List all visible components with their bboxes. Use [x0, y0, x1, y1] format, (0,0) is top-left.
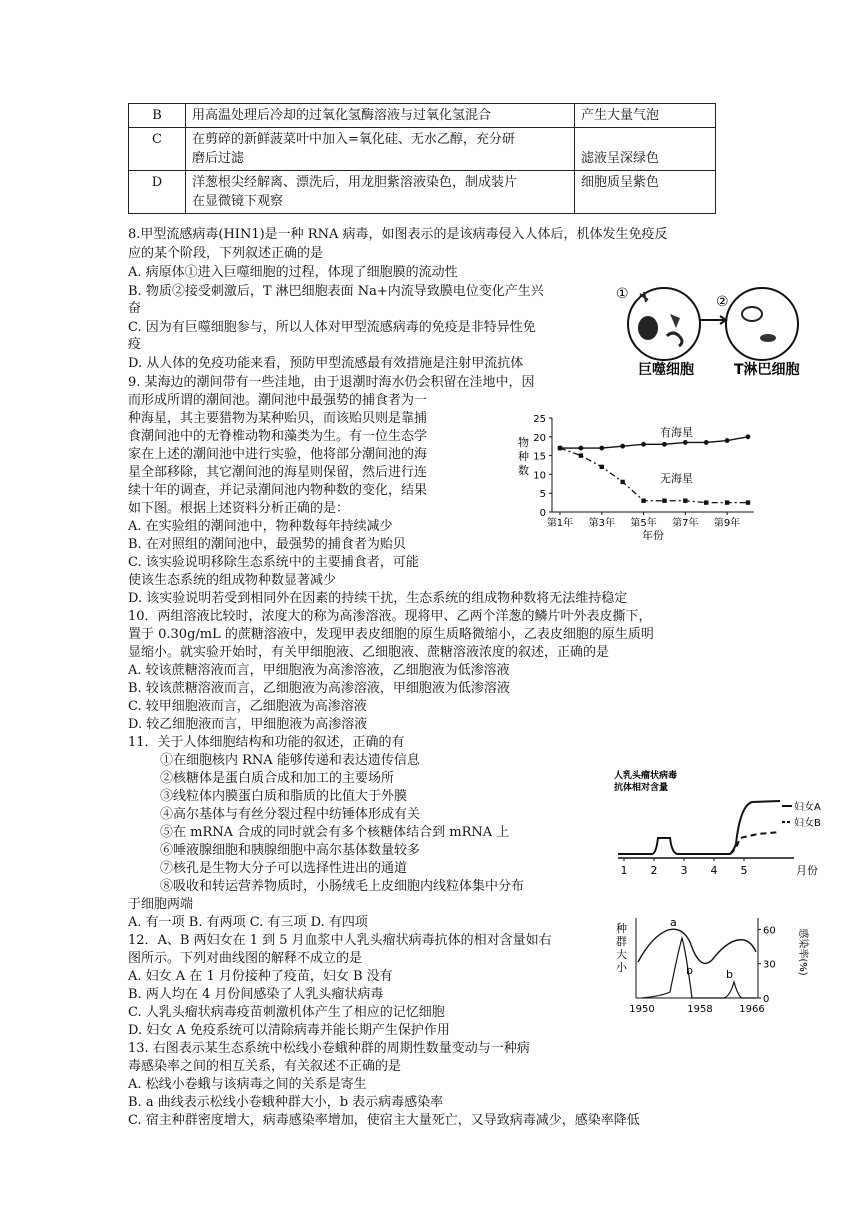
q9-line-4: 家在上述的潮间池中进行实验，他将部分潮间池的海 — [128, 447, 428, 462]
q11-item-8-tail: 于细胞两端 — [128, 897, 194, 912]
q8-option-c-1: C. 因为有巨噬细胞参与，所以人体对甲型流感病毒的免疫是非特异性免 — [128, 320, 536, 335]
q10-line-3: 显缩小。就实验开始时，有关甲细胞液、乙细胞液、蔗糖溶液浓度的叙述，正确的是 — [128, 645, 610, 660]
q12-line-1: 12．A、B 两妇女在 1 到 5 月血浆中人乳头瘤状病毒抗体的相对含量如右 — [128, 933, 552, 948]
y-axis-label-line-2: 抗体相对含量 — [614, 783, 669, 793]
q11-item-3: ③线粒体内膜蛋白质和脂质的比值大于外膜 — [160, 789, 408, 804]
y-axis-label: 物 — [518, 436, 529, 449]
data-point — [746, 500, 750, 504]
q9-option-c-1: C. 该实验说明移除生态系统中的主要捕食者，可能 — [128, 555, 419, 570]
q10-option-a: A. 较该蔗糖溶液而言，甲细胞液为高渗溶液，乙细胞液为低渗溶液 — [128, 663, 510, 678]
data-point — [599, 446, 604, 451]
data-point — [578, 446, 583, 451]
y-axis-label: 群 — [616, 935, 627, 948]
y2-tick-label: 60 — [763, 925, 776, 937]
q12-option-c: C. 人乳头瘤状病毒疫苗刺激机体产生了相应的记忆细胞 — [128, 1005, 445, 1020]
q13-line-2: 毒感染率之间的相互关系，有关叙述不正确的是 — [128, 1059, 402, 1074]
data-point — [704, 500, 708, 504]
q9-option-c-2: 使该生态系统的组成物种数显著减少 — [128, 573, 337, 588]
y2-tick-label: 30 — [763, 959, 776, 971]
series-line — [560, 437, 748, 448]
q12-option-d: D. 妇女 A 免疫系统可以清除病毒并能长期产生保护作用 — [128, 1023, 450, 1038]
series-label-b: b — [726, 968, 733, 981]
x-axis-label: 年份 — [642, 529, 664, 540]
x-tick-label: 5 — [740, 864, 748, 877]
q9-option-d: D. 该实验说明若受到相同外在因素的持续干扰，生态系统的组成物种数将无法维持稳定 — [128, 591, 628, 606]
t-cell-label: T淋巴细胞 — [734, 362, 800, 378]
q11-item-7: ⑦核孔是生物大分子可以选择性进出的通道 — [160, 861, 408, 876]
q8-stem-2: 应的某个阶段，下列叙述正确的是 — [128, 246, 324, 261]
y-axis-label: 小 — [616, 961, 627, 974]
data-point — [662, 499, 666, 503]
q10-line-1: 10．两组溶液比较时，浓度大的称为高渗溶液。现将甲、乙两个洋葱的鳞片叶外表皮撕下， — [128, 609, 652, 624]
table-row — [129, 171, 716, 214]
data-point — [725, 500, 729, 504]
row-key: B — [129, 104, 186, 128]
q11-item-2: ②核糖体是蛋白质合成和加工的主要场所 — [160, 771, 395, 786]
x-tick-label: 第9年 — [713, 518, 741, 529]
y-tick-label: 0 — [539, 508, 546, 519]
q10-option-d: D. 较乙细胞液而言，甲细胞液为高渗溶液 — [128, 717, 368, 732]
series-label-b: b — [686, 964, 693, 977]
data-point — [558, 446, 562, 450]
data-point — [600, 465, 604, 469]
x-tick-label: 第7年 — [672, 518, 699, 529]
q8-option-b-2: 奋 — [128, 301, 142, 316]
y-axis-label: 种 — [616, 922, 627, 935]
series-line — [560, 448, 748, 503]
q13-option-a: A. 松线小卷蛾与该病毒之间的关系是寄生 — [128, 1077, 367, 1092]
moth-virus-chart — [612, 912, 812, 1024]
row-operation: 在剪碎的新鲜菠菜叶中加入=氧化硅、无水乙醇，充分研 磨后过滤 — [186, 128, 575, 171]
label-1: ① — [616, 286, 629, 302]
q9-line-5: 星全部移除，其它潮间池的海星则保留，然后进行连 — [128, 465, 428, 480]
series-line-a — [638, 929, 756, 963]
y-axis-label-line-1: 人乳头瘤状病毒 — [614, 771, 678, 781]
series-line-a — [618, 801, 780, 854]
row-key: D — [129, 171, 186, 214]
x-tick-label: 第1年 — [546, 518, 574, 529]
q11-item-4: ④高尔基体与有丝分裂过程中纺锤体形成有关 — [160, 807, 421, 822]
data-point — [620, 480, 624, 484]
q11-item-8: ⑧吸收和转运营养物质时，小肠绒毛上皮细胞内线粒体集中分布 — [160, 879, 525, 894]
macrophage-label: 巨噬细胞 — [638, 362, 694, 378]
data-point — [641, 442, 646, 447]
y2-axis-label: 感染率(%) — [797, 928, 808, 976]
row-result: 产生大量气泡 — [575, 104, 716, 128]
q12-option-b: B. 两人均在 4 月份间感染了人乳头瘤状病毒 — [128, 987, 384, 1002]
q10-option-b: B. 较该蔗糖溶液而言，乙细胞液为高渗溶液，甲细胞液为低渗溶液 — [128, 681, 510, 696]
q10-option-c: C. 较甲细胞液而言，乙细胞液为高渗溶液 — [128, 699, 367, 714]
y-axis-label: 大 — [616, 948, 627, 961]
y-tick-label: 25 — [533, 414, 546, 425]
series-label-a: a — [670, 916, 677, 929]
x-tick-label: 1958 — [687, 1004, 713, 1015]
series-label: 无海星 — [660, 472, 693, 485]
q9-line-1: 而形成所谓的潮间池。潮间池中最强势的捕食者为一 — [128, 393, 428, 408]
q9-line-6: 续十年的调查，并记录潮间池内物种数的变化，结果 — [128, 483, 428, 498]
y-tick-label: 15 — [533, 451, 546, 463]
row-key: C — [129, 128, 186, 171]
row-operation: 用高温处理后冷却的过氧化氢酶溶液与过氧化氢混合 — [186, 104, 575, 128]
q11-stem: 11．关于人体细胞结构和功能的叙述，正确的有 — [128, 735, 405, 750]
q8-option-c-2: 疫 — [128, 337, 142, 352]
x-axis-label: 月份 — [796, 864, 818, 877]
q10-line-2: 置于 0.30g/mL 的蔗糖溶液中，发现甲表皮细胞的原生质略微缩小，乙表皮细胞的原生质明 — [128, 627, 654, 642]
q9-line-3: 食潮间池中的无脊椎动物和藻类为生。有一位生态学 — [128, 429, 428, 444]
q9-line-2: 种海星，其主要猎物为某种贻贝，而该贻贝则是靠捕 — [128, 411, 428, 426]
data-point — [620, 444, 625, 449]
x-tick-label: 1 — [620, 864, 628, 877]
q8-option-d: D. 从人体的免疫功能来看，预防甲型流感最有效措施是注射甲流抗体 — [128, 356, 524, 371]
data-point — [704, 440, 709, 445]
t-cell-organelle — [760, 334, 776, 342]
data-point — [641, 499, 645, 503]
species-count-chart — [512, 410, 762, 540]
q8-stem-1: 8.甲型流感病毒(HIN1)是一种 RNA 病毒，如图表示的是该病毒侵入人体后，机体发生免疫反 — [128, 227, 668, 242]
q13-option-c: C. 宿主种群密度增大，病毒感染率增加，使宿主大量死亡，又导致病毒减少，感染率降低 — [128, 1113, 640, 1128]
legend-label-a: 妇女A — [794, 802, 821, 813]
q13-option-b: B. a 曲线表示松线小卷蛾种群大小，b 表示病毒感染率 — [128, 1095, 444, 1110]
y-tick-label: 5 — [539, 489, 546, 501]
series-line-b — [642, 938, 756, 998]
x-tick-label: 1950 — [629, 1004, 655, 1015]
q9-option-b: B. 在对照组的潮间池中，最强势的捕食者为贻贝 — [128, 537, 406, 552]
label-2: ② — [716, 294, 729, 310]
q11-item-1: ①在细胞核内 RNA 能够传递和表达遗传信息 — [160, 753, 420, 768]
vesicle — [667, 333, 682, 346]
y-tick-label: 20 — [533, 432, 546, 444]
q12-option-a: A. 妇女 A 在 1 月份接种了疫苗，妇女 B 没有 — [128, 969, 393, 984]
series-label: 有海星 — [660, 426, 693, 439]
x-tick-label: 1966 — [739, 1004, 765, 1015]
x-tick-label: 第3年 — [588, 518, 615, 529]
data-point — [662, 442, 667, 447]
experiment-table — [128, 103, 716, 214]
q12-line-2: 图所示。下列对曲线图的解释不成立的是 — [128, 951, 363, 966]
y-tick-label: 10 — [533, 470, 546, 482]
t-cell-nucleus — [742, 307, 762, 321]
table-row — [129, 104, 716, 128]
q9-option-a: A. 在实验组的潮间池中，物种数每年持续减少 — [128, 519, 393, 534]
row-result: 滤液呈深绿色 — [575, 128, 716, 171]
x-tick-label: 2 — [650, 864, 658, 877]
immune-cells-figure — [612, 286, 812, 378]
x-tick-label: 4 — [710, 864, 718, 877]
data-point — [746, 434, 751, 439]
q9-line-7: 如下图。根据上述资料分析正确的是： — [128, 501, 350, 516]
vesicle — [670, 314, 680, 328]
x-tick-label: 第5年 — [630, 518, 657, 529]
x-tick-label: 3 — [680, 864, 688, 877]
t-cell-outline — [726, 288, 798, 360]
q13-line-1: 13. 右图表示某生态系统中松线小卷蛾种群的周期性数量变动与一种病 — [128, 1041, 530, 1056]
q11-options: A. 有一项 B. 有两项 C. 有三项 D. 有四项 — [128, 915, 368, 930]
data-point — [683, 499, 687, 503]
q9-line-0: 9. 某海边的潮间带有一些洼地，由于退潮时海水仍会积留在洼地中，因 — [128, 375, 535, 390]
y-axis-label: 数 — [518, 464, 529, 477]
q8-option-a: A. 病原体①进入巨噬细胞的过程，体现了细胞膜的流动性 — [128, 265, 458, 280]
q8-option-b-1: B. 物质②接受刺激后，T 淋巴细胞表面 Na+内流导致膜电位变化产生兴 — [128, 284, 544, 299]
macrophage-nucleus — [638, 316, 658, 340]
antibody-chart — [612, 766, 832, 886]
data-point — [725, 438, 730, 443]
q11-item-6: ⑥唾液腺细胞和胰腺细胞中高尔基体数量较多 — [160, 843, 421, 858]
q11-item-5: ⑤在 mRNA 合成的同时就会有多个核糖体结合到 mRNA 上 — [160, 825, 510, 840]
row-result: 细胞质呈紫色 — [575, 171, 716, 214]
data-point — [579, 453, 583, 457]
table-row — [129, 128, 716, 171]
row-operation: 洋葱根尖经解离、漂洗后，用龙胆紫溶液染色，制成装片 在显微镜下观察 — [186, 171, 575, 214]
y2-tick-label: 0 — [763, 994, 770, 1005]
y-axis-label: 种 — [518, 450, 529, 463]
data-point — [683, 440, 688, 445]
legend-label-b: 妇女B — [794, 818, 821, 829]
